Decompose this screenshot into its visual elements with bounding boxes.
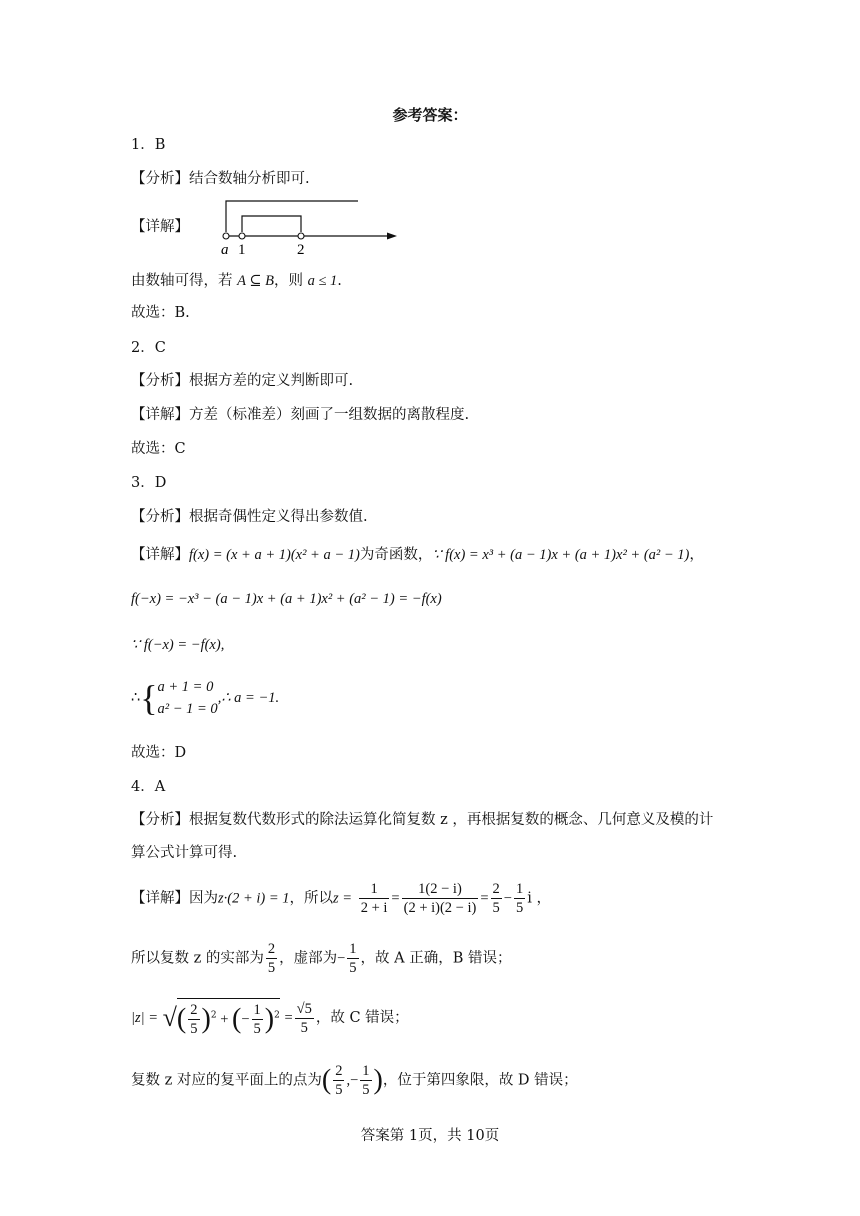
q1-number: 1．B [131, 137, 166, 153]
q3-detail-line2: f(−x) = −x³ − (a − 1)x + (a + 1)x² + (a² − 1) = −f(x) [131, 591, 442, 607]
axis-label-1: 1 [238, 242, 246, 257]
q1-analysis: 【分析】结合数轴分析即可. [131, 171, 310, 187]
q4-detail-line3: |z| = √( $\frac{2}{5}$ )$^2$ + (− $\frac{1}{5}$ )$^2$ = $\frac{√5}{5}$ ，故 C 错误； [131, 998, 409, 1038]
q1-conclusion: 由数轴可得，若 A ⊆ B，则 a ≤ 1. [131, 273, 342, 289]
q3-system: ∴{ a + 1 = 0 a² − 1 = 0 ,∴ a = −1. [131, 678, 280, 718]
q4-detail-line2: 所以复数 z 的实部为 $\frac{2}{5}$ ，虚部为− $\frac{1}{5}$ ，故 A 正确，B 错误； [131, 941, 512, 976]
q2-number: 2．C [131, 340, 166, 356]
q4-analysis-2: 算公式计算可得. [131, 845, 238, 861]
number-line-diagram [205, 195, 405, 257]
q3-detail-line3: ∵ f(−x) = −f(x), [131, 637, 225, 653]
q2-analysis: 【分析】根据方差的定义判断即可. [131, 373, 354, 389]
axis-label-a: a [221, 242, 229, 257]
q1-detail-label: 【详解】 [131, 219, 189, 235]
q3-detail-line1: 【详解】f(x) = (x + a + 1)(x² + a − 1)为奇函数，∵ f(x) = x³ + (a − 1)x + (a + 1)x² + (a² − 1)， [131, 547, 704, 563]
axis-label-2: 2 [297, 242, 305, 257]
page-footer: 答案第 1页，共 10页 [360, 1128, 500, 1144]
q1-answer: 故选：B. [131, 305, 190, 321]
q3-number: 3．D [131, 475, 167, 491]
q2-detail: 【详解】方差（标准差）刻画了一组数据的离散程度. [131, 407, 470, 423]
page-title: 参考答案： [392, 106, 468, 124]
q4-detail-line4: 复数 z 对应的复平面上的点为( $\frac{2}{5}$ ,− $\frac{1}{5}$ )，位于第四象限，故 D 错误； [131, 1063, 578, 1098]
q4-number: 4．A [131, 779, 166, 795]
q3-analysis: 【分析】根据奇偶性定义得出参数值. [131, 509, 368, 525]
q2-answer: 故选：C [131, 441, 186, 457]
q4-detail-line1: 【详解】因为z·(2 + i) = 1，所以z = $\frac{1}{2 + i}$ = $\frac{1(2 - i)}{(2 + i)(2 - i)}$ = $\frac{2}{5}$ − $\frac{1}{5}$ i ， [131, 881, 551, 916]
q4-analysis-1: 【分析】根据复数代数形式的除法运算化简复数 z ，再根据复数的概念、几何意义及模的计 [131, 812, 714, 828]
q3-answer: 故选：D [131, 745, 187, 761]
